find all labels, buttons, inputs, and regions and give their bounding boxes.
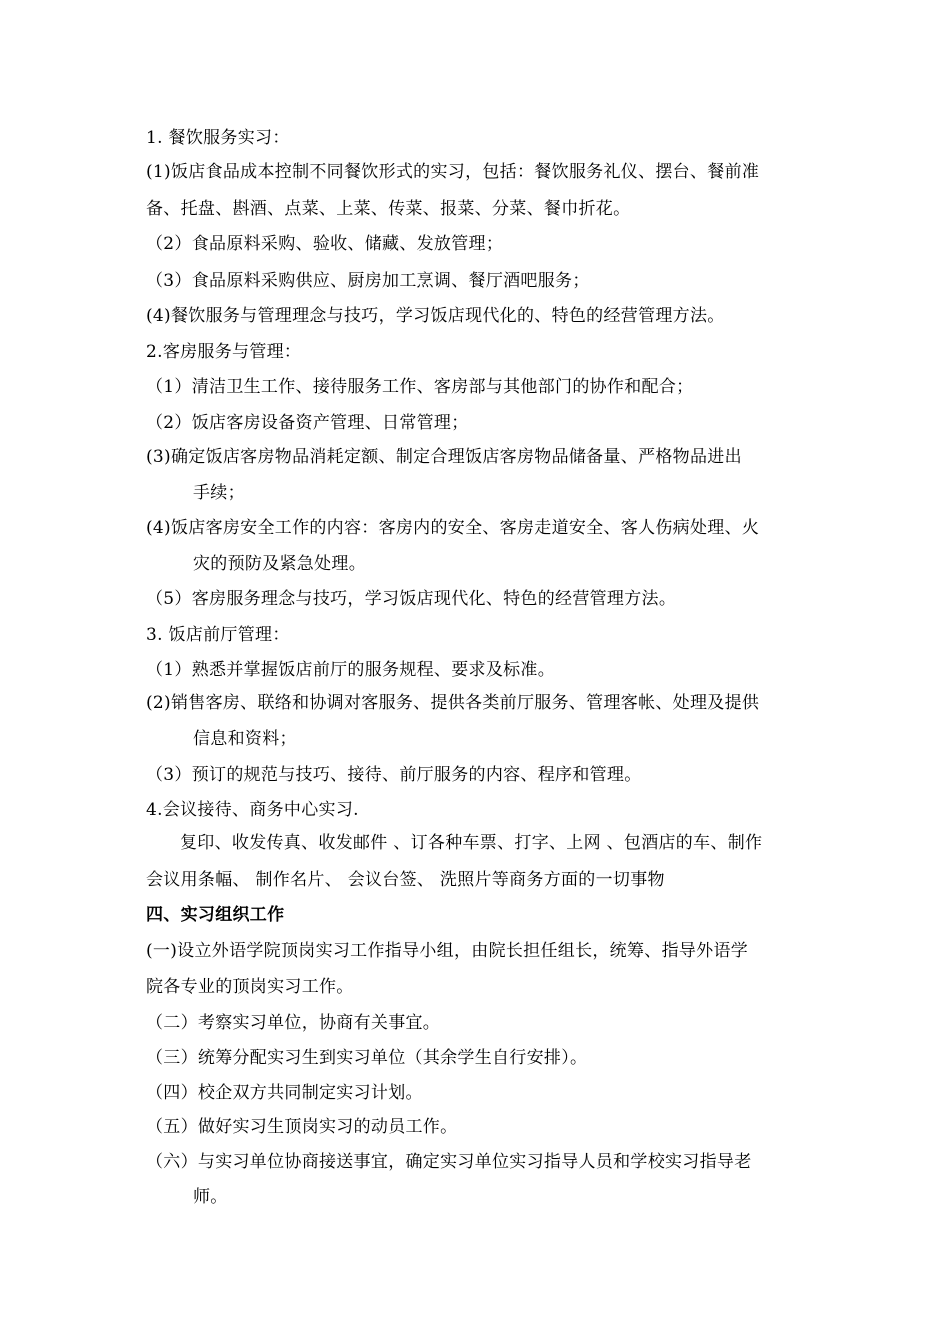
list-item: (4)餐饮服务与管理理念与技巧，学习饭店现代化的、特色的经营管理方法。 — [146, 306, 725, 326]
list-item: （四）校企双方共同制定实习计划。 — [146, 1083, 423, 1103]
list-item: (一)设立外语学院顶岗实习工作指导小组，由院长担任组长，统筹、指导外语学 — [146, 941, 749, 961]
list-item-continuation: 信息和资料； — [193, 729, 297, 749]
list-item: （五）做好实习生顶岗实习的动员工作。 — [146, 1117, 458, 1137]
list-item-continuation: 院各专业的顶岗实习工作。 — [146, 977, 354, 997]
list-item: (1)饭店食品成本控制不同餐饮形式的实习，包括：餐饮服务礼仪、摆台、餐前准 — [146, 162, 760, 182]
list-item: （三）统筹分配实习生到实习单位（其余学生自行安排）。 — [146, 1048, 588, 1068]
list-item: （二）考察实习单位，协商有关事宜。 — [146, 1013, 441, 1033]
list-item: (2)销售客房、联络和协调对客服务、提供各类前厅服务、管理客帐、处理及提供 — [146, 693, 760, 713]
list-item: (3)确定饭店客房物品消耗定额、制定合理饭店客房物品储备量、严格物品进出 — [146, 447, 742, 467]
section-heading-catering: 1. 餐饮服务实习： — [146, 128, 290, 148]
list-item: （3）预订的规范与技巧、接待、前厅服务的内容、程序和管理。 — [146, 765, 642, 785]
section-heading-organization: 四、实习组织工作 — [146, 905, 285, 925]
paragraph-line: 会议用条幅、 制作名片、 会议台签、 洗照片等商务方面的一切事物 — [146, 870, 665, 890]
list-item: （1）清洁卫生工作、接待服务工作、客房部与其他部门的协作和配合； — [146, 377, 694, 397]
list-item-continuation: 师。 — [193, 1187, 228, 1207]
list-item: （1）熟悉并掌握饭店前厅的服务规程、要求及标准。 — [146, 660, 556, 680]
section-heading-front-office: 3. 饭店前厅管理： — [146, 625, 290, 645]
list-item-continuation: 手续； — [193, 483, 245, 503]
list-item: （5）客房服务理念与技巧，学习饭店现代化、特色的经营管理方法。 — [146, 589, 677, 609]
list-item: (4)饭店客房安全工作的内容：客房内的安全、客房走道安全、客人伤病处理、火 — [146, 518, 760, 538]
list-item: （六）与实习单位协商接送事宜，确定实习单位实习指导人员和学校实习指导老 — [146, 1152, 752, 1172]
list-item: （2）食品原料采购、验收、储藏、发放管理； — [146, 234, 504, 254]
paragraph-line: 复印、收发传真、收发邮件 、订各种车票、打字、上网 、包酒店的车、制作 — [180, 833, 763, 853]
list-item: （3）食品原料采购供应、厨房加工烹调、餐厅酒吧服务； — [146, 271, 590, 291]
list-item: （2）饭店客房设备资产管理、日常管理； — [146, 413, 469, 433]
section-heading-business-center: 4.会议接待、商务中心实习. — [146, 800, 359, 820]
section-heading-housekeeping: 2.客房服务与管理： — [146, 342, 302, 362]
list-item-continuation: 备、托盘、斟酒、点菜、上菜、传菜、报菜、分菜、餐巾折花。 — [146, 199, 631, 219]
list-item-continuation: 灾的预防及紧急处理。 — [193, 554, 366, 574]
